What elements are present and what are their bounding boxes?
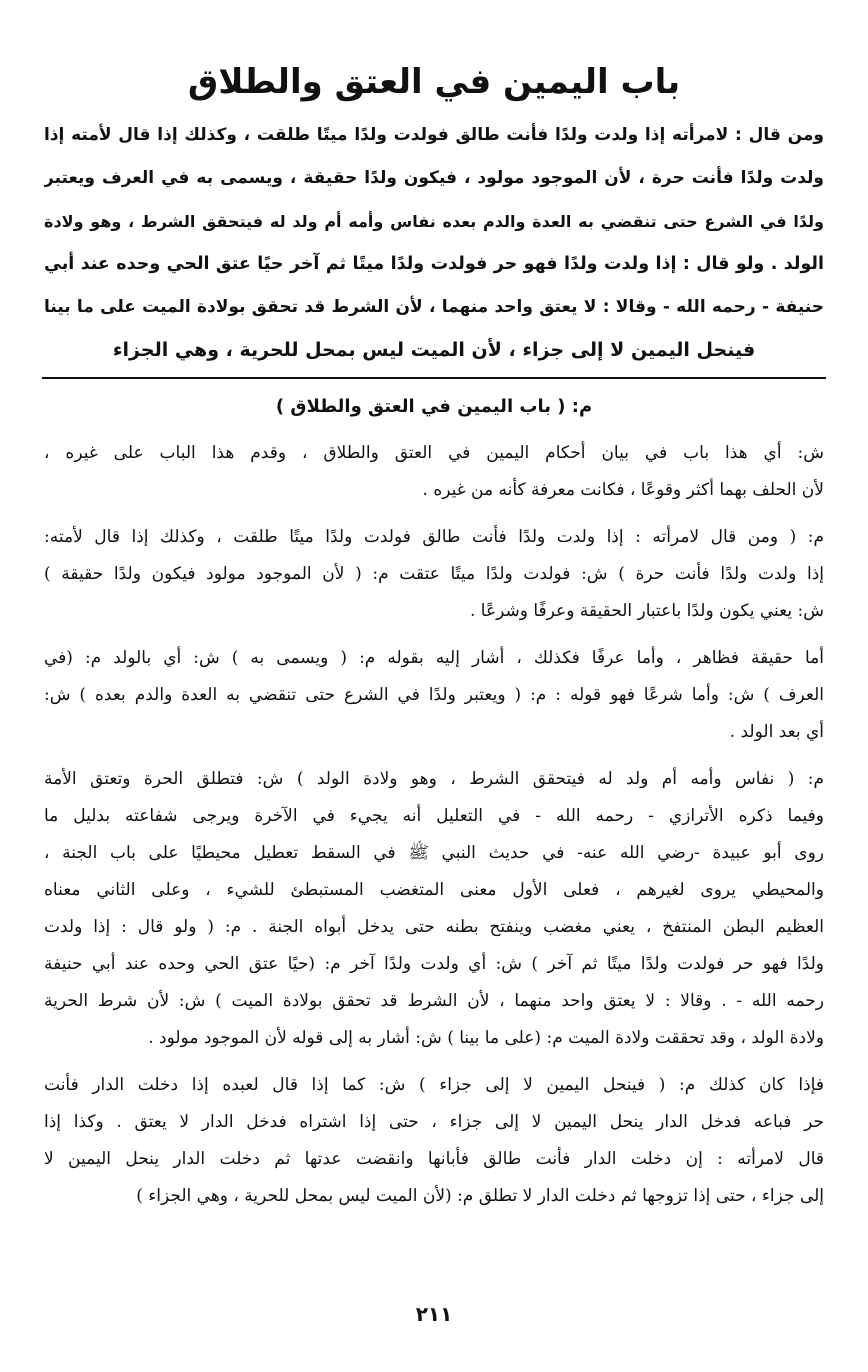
commentary-line: إذا ولدت ولدًا فأنت حرة ) ش: فولدت ولدًا ميتًا عتقت م: ( لأن الموجود مولود فيكون ولدًا حقيقة ) bbox=[44, 564, 824, 584]
commentary-line: ولدًا فهو حر فولدت ولدًا ميتًا ثم آخر ) ش: أي ولدت ولدًا آخر م: (حيًا عتق الحي وحده عند أبي حنيفة bbox=[44, 954, 824, 974]
commentary-line: ش: يعني يكون ولدًا باعتبار الحقيقة وعرفًا وشرعًا . bbox=[470, 601, 824, 621]
commentary-line: رحمه الله - . وقالا : لا يعتق واحد منهما ، لأن الشرط قد تحقق بولادة الميت ) ش: لأن شرط الحرية bbox=[44, 991, 824, 1011]
main-text-line: فينحل اليمين لا إلى جزاء ، لأن الميت ليس بمحل للحرية ، وهي الجزاء bbox=[112, 339, 756, 361]
main-text-line: الولد . ولو قال : إذا ولدت ولدًا فهو حر فولدت ولدًا ميتًا ثم آخر حيًا عتق الحي وحده عند أبي bbox=[44, 254, 824, 274]
main-text-block bbox=[44, 114, 824, 372]
commentary-line: م: ( نفاس وأمه أم ولد له فيتحقق الشرط ، وهو ولادة الولد ) ش: فتطلق الحرة وتعتق الأمة bbox=[44, 769, 824, 789]
commentary-line: والمحيطي يروى لغيرهم ، فعلى الأول معنى المتغضب المستبطئ للشيء ، وعلى الثاني معناه bbox=[44, 880, 824, 900]
main-text-line: ولدت ولدًا فأنت حرة ، لأن الموجود مولود ، فيكون ولدًا حقيقة ، ويسمى به في العرف ويعتبر bbox=[44, 168, 824, 188]
commentary-paragraph bbox=[44, 640, 824, 751]
commentary-line: فإذا كان كذلك م: ( فينحل اليمين لا إلى جزاء ) ش: كما إذا قال لعبده إذا دخلت الدار فأنت bbox=[44, 1075, 824, 1095]
commentary-heading: م: ( باب اليمين في العتق والطلاق ) bbox=[275, 396, 593, 417]
commentary-line: لأن الحلف بهما أكثر وقوعًا ، فكانت معرفة كأنه من غيره . bbox=[422, 480, 824, 500]
commentary-line: العظيم البطن المنتفخ ، يعني مغضب وينفتح بطنه حتى يدخل أبواه الجنة . م: ( ولو قال : إذا ولدت bbox=[44, 917, 824, 937]
commentary-block bbox=[44, 389, 824, 1215]
main-text-line: ولدًا في الشرع حتى تنقضي به العدة والدم بعده نفاس وأمه أم ولد له فيتحقق الشرط ، وهو ولادة bbox=[44, 212, 824, 231]
commentary-line: ولادة الولد ، وقد تحققت ولادة الميت م: (على ما بينا ) ش: أشار به إلى قوله لأن الموجود مولود . bbox=[148, 1028, 824, 1048]
commentary-line: أي بعد الولد . bbox=[729, 722, 824, 742]
section-divider bbox=[42, 377, 826, 379]
commentary-paragraph bbox=[44, 1067, 824, 1215]
commentary-line: روى أبو عبيدة -رضي الله عنه- في حديث النبي ﷺ في السقط تعطيل محيطيًا على باب الجنة ، bbox=[44, 843, 824, 863]
page-number: ٢١١ bbox=[415, 1302, 453, 1326]
commentary-paragraph bbox=[44, 761, 824, 1057]
commentary-paragraph bbox=[44, 435, 824, 509]
commentary-line: م: ( ومن قال لامرأته : إذا ولدت ولدًا فأنت طالق فولدت ولدًا ميتًا طلقت ، وكذلك إذا قال لأمته: bbox=[44, 527, 824, 547]
commentary-line: وفيما ذكره الأترازي - رحمه الله - في التعليل أنه يجيء في الآخرة ويرجى شفاعته بدليل ما bbox=[44, 806, 824, 826]
commentary-line: حر فباعه فدخل الدار ينحل اليمين لا إلى جزاء ، حتى إذا اشتراه فدخل الدار لا يعتق . وكذا إذا bbox=[44, 1112, 824, 1132]
commentary-paragraph bbox=[44, 519, 824, 630]
commentary-line: قال لامرأته : إن دخلت الدار فأنت طالق فأبانها وانقضت عدتها ثم دخلت الدار ينحل اليمين لا bbox=[44, 1149, 824, 1169]
commentary-line: ش: أي هذا باب في بيان أحكام اليمين في العتق والطلاق ، وقدم هذا الباب على غيره ، bbox=[44, 443, 824, 463]
main-text-line: حنيفة - رحمه الله - وقالا : لا يعتق واحد منهما ، لأن الشرط قد تحقق بولادة الميت على ما بينا bbox=[44, 297, 824, 317]
commentary-line: العرف ) ش: وأما شرعًا فهو قوله : م: ( ويعتبر ولدًا في الشرع حتى تنقضي به العدة والدم بعده ) ش: bbox=[44, 685, 824, 705]
chapter-title: باب اليمين في العتق والطلاق bbox=[187, 62, 681, 102]
main-text-line: ومن قال : لامرأته إذا ولدت ولدًا فأنت طالق فولدت ولدًا ميتًا طلقت ، وكذلك إذا قال لأمته إذا bbox=[44, 125, 824, 145]
commentary-line: إلى جزاء ، حتى إذا تزوجها ثم دخلت الدار لا تطلق م: (لأن الميت ليس بمحل للحرية ، وهي الجزاء ) bbox=[136, 1186, 824, 1206]
commentary-line: أما حقيقة فظاهر ، وأما عرفًا فكذلك ، أشار إليه بقوله م: ( ويسمى به ) ش: أي بالولد م: (في bbox=[44, 648, 824, 668]
